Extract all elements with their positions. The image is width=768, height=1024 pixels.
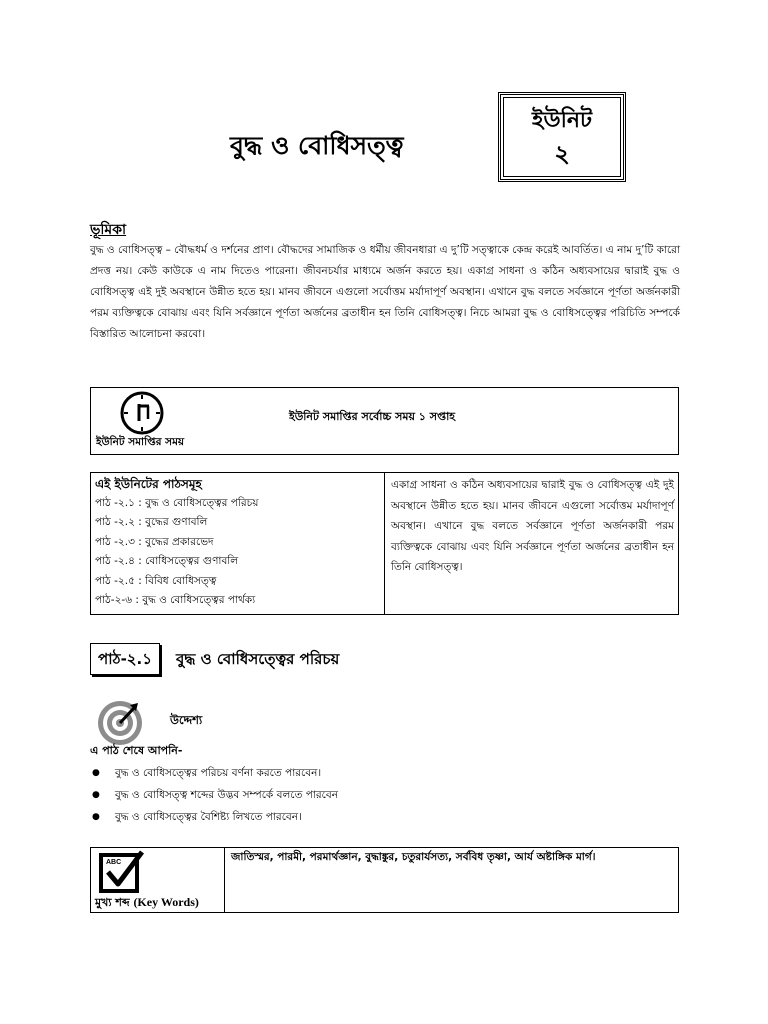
unit-time-box bbox=[90, 387, 679, 455]
lessons-list bbox=[91, 473, 385, 614]
checkbox-icon-label: ABC bbox=[106, 859, 122, 866]
keywords-caption-en: (Key Words) bbox=[133, 895, 199, 909]
intro-heading: ভূমিকা bbox=[90, 222, 127, 238]
keywords-text: জাতিস্মর, পারমী, পরমার্থজ্ঞান, বুদ্ধাঙ্কুর, চতুরার্যসত্য, সর্ববিধ তৃষ্ণা, আর্য অষ্টাঙ্গিক মার্গ। bbox=[231, 851, 596, 863]
objective-item: ● বুদ্ধ ও বোধিসত্ত্বের বৈশিষ্ট্য লিখতে পারবেন। bbox=[90, 806, 338, 828]
lesson-item: পাঠ -২.৪ : বোধিসত্ত্বের গুণাবলি bbox=[95, 555, 239, 568]
time-caption: ইউনিট সমাপ্তির সময় bbox=[96, 436, 185, 448]
objective-list bbox=[90, 762, 338, 828]
lessons-box bbox=[90, 472, 679, 615]
lesson-item: পাঠ -২.১ : বুদ্ধ ও বোধিসত্ত্বের পরিচয় bbox=[95, 497, 259, 509]
lesson-item: পাঠ-২-৬ : বুদ্ধ ও বোধিসত্ত্বের পার্থক্য bbox=[95, 594, 256, 607]
objective-item: ● বুদ্ধ ও বোধিসত্ত্বের পরিচয় বর্ণনা করতে পারবেন। bbox=[90, 762, 338, 784]
unit-number: ২ bbox=[554, 140, 570, 168]
keywords-caption bbox=[95, 894, 199, 913]
unit-title: বুদ্ধ ও বোধিসত্ত্ব bbox=[230, 131, 404, 160]
lesson-item: পাঠ -২.২ : বুদ্ধের গুণাবলি bbox=[95, 516, 208, 529]
section-title: বুদ্ধ ও বোধিসত্ত্বের পরিচয় bbox=[176, 650, 340, 668]
keywords-left bbox=[91, 848, 225, 912]
keywords-box bbox=[90, 847, 679, 913]
section-label: পাঠ-২.১ bbox=[90, 643, 160, 675]
unit-box bbox=[500, 94, 624, 180]
objective-intro: এ পাঠ শেষে আপনি- bbox=[90, 744, 183, 757]
lessons-heading: এই ইউনিটের পাঠসমূহ bbox=[95, 477, 202, 491]
clock-icon bbox=[118, 390, 166, 436]
lessons-summary: একাগ্র সাধনা ও কঠিন অধ্যবসায়ের দ্বারাই বুদ্ধ ও বোধিসত্ত্ব এই দুই অবস্থানে উন্নীত হতে হয়। মানব জীবনে এগুলো সর্বোত্তম মর্যাদাপূর্ণ অবস্থান। এখানে বুদ্ধ বলতে সর্বজ্ঞানে পূর্ণতা অর্জনকারী পরম ব্যক্তিত্বকে বোঝায় এবং যিনি সর্বজ্ঞানে পূর্ণতা অর্জনের ব্রতাধীন হন তিনি বোধিসত্ত্ব। bbox=[391, 479, 674, 574]
time-box-left bbox=[91, 388, 251, 454]
target-icon bbox=[96, 695, 148, 747]
time-info: ইউনিট সমাপ্তির সর্বোচ্চ সময় ১ সপ্তাহ bbox=[289, 410, 456, 423]
checkbox-icon bbox=[98, 850, 146, 894]
intro-paragraph: বুদ্ধ ও বোধিসত্ত্ব – বৌদ্ধধর্ম ও দর্শনের প্রাণ। বৌদ্ধদের সামাজিক ও ধর্মীয় জীবনধারা এ দু’টি সত্ত্বাকে কেন্দ্র করেই আবর্তিত। এ নাম দু’টি কারো প্রদত্ত নয়। কেউ কাউকে এ নাম দিতেও পারেনা। জীবনচর্যার মাধ্যমে অর্জন করতে হয়। একাগ্র সাধনা ও কঠিন অধ্যবসায়ের দ্বারাই বুদ্ধ ও বোধিসত্ত্ব এই দুই অবস্থানে উন্নীত হতে হয়। মানব জীবনে এগুলো সর্বোত্তম মর্যাদাপূর্ণ অবস্থান। এখানে বুদ্ধ বলতে সর্বজ্ঞানে পূর্ণতা অর্জনকারী পরম ব্যক্তিত্বকে বোঝায় এবং যিনি সর্বজ্ঞানে পূর্ণতা অর্জনের ব্রতাধীন হন তিনি বোধিসত্ত্ব। নিচে আমরা বুদ্ধ ও বোধিসত্ত্বের পরিচিতি সম্পর্কে বিস্তারিত আলোচনা করবো। bbox=[90, 244, 680, 340]
lesson-item: পাঠ -২.৩ : বুদ্ধের প্রকারভেদ bbox=[95, 535, 214, 548]
unit-label: ইউনিট bbox=[532, 108, 592, 133]
objective-label: উদ্দেশ্য bbox=[170, 713, 203, 727]
keywords-caption-bn: মুখ্য শব্দ bbox=[95, 896, 130, 909]
objective-item: ● বুদ্ধ ও বোধিসত্ত্ব শব্দের উদ্ভব সম্পর্কে বলতে পারবেন bbox=[90, 784, 338, 806]
lesson-item: পাঠ -২.৫ : বিবিধ বোধিসত্ত্ব bbox=[95, 574, 217, 587]
